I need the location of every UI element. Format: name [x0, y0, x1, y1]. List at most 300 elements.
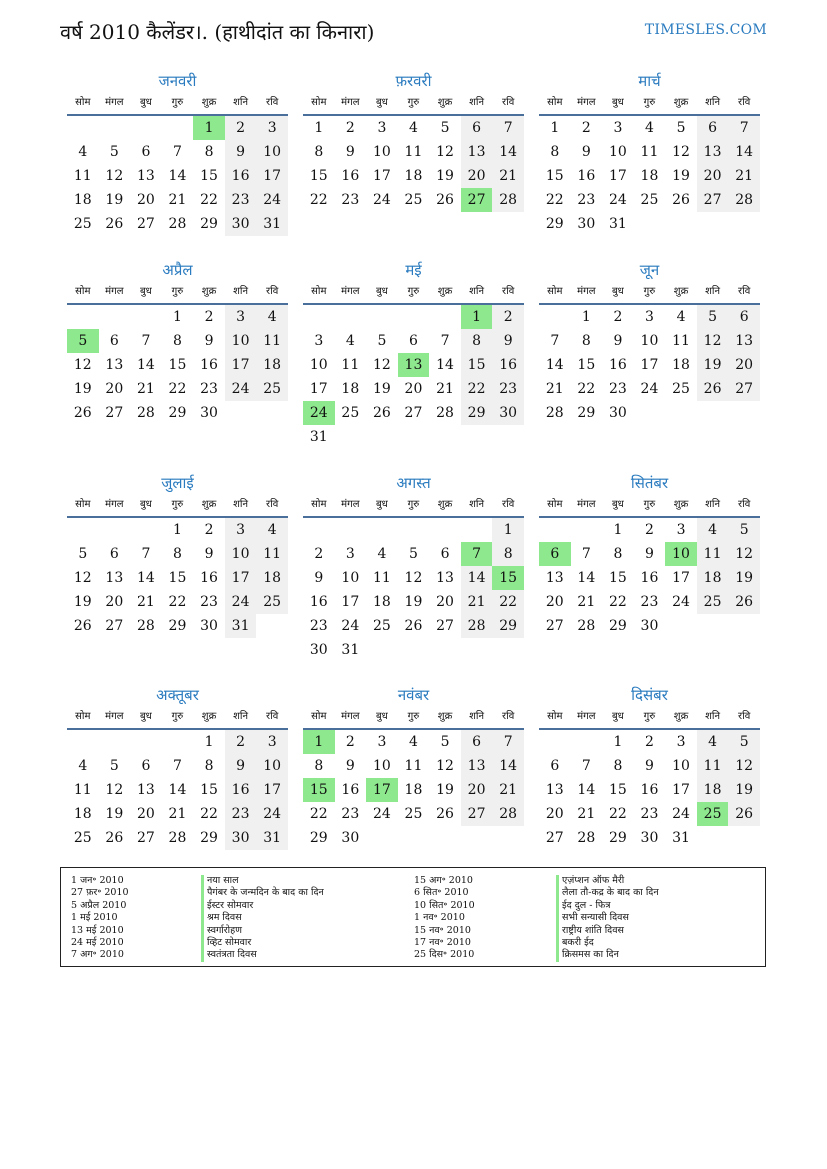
day-cell[interactable]: 25: [256, 377, 288, 401]
day-cell[interactable]: 13: [105, 570, 124, 586]
holiday-day-cell[interactable]: 17: [366, 778, 398, 802]
day-cell[interactable]: 2: [345, 120, 355, 136]
day-cell[interactable]: 11: [697, 542, 729, 566]
day-cell[interactable]: 17: [640, 357, 659, 373]
day-cell[interactable]: 20: [697, 164, 729, 188]
day-cell[interactable]: 28: [168, 216, 187, 232]
day-cell[interactable]: 28: [136, 405, 155, 421]
day-cell[interactable]: 28: [492, 188, 524, 212]
day-cell[interactable]: 19: [697, 353, 729, 377]
day-cell[interactable]: 5: [377, 333, 387, 349]
day-cell[interactable]: 9: [204, 546, 214, 562]
day-cell[interactable]: 13: [461, 754, 493, 778]
day-cell[interactable]: 3: [345, 546, 355, 562]
day-cell[interactable]: 29: [200, 216, 218, 232]
day-cell[interactable]: 21: [492, 778, 524, 802]
day-cell[interactable]: 14: [168, 168, 187, 184]
day-cell[interactable]: 16: [341, 168, 360, 184]
day-cell[interactable]: 22: [545, 192, 564, 208]
day-cell[interactable]: 4: [697, 730, 729, 754]
day-cell[interactable]: 6: [141, 144, 151, 160]
day-cell[interactable]: 6: [461, 730, 493, 754]
day-cell[interactable]: 22: [461, 377, 493, 401]
day-cell[interactable]: 26: [105, 830, 124, 846]
day-cell[interactable]: 20: [728, 353, 760, 377]
day-cell[interactable]: 2: [581, 120, 591, 136]
day-cell[interactable]: 9: [314, 570, 324, 586]
day-cell[interactable]: 30: [341, 830, 360, 846]
day-cell[interactable]: 8: [204, 144, 214, 160]
day-cell[interactable]: 3: [676, 522, 686, 538]
day-cell[interactable]: 17: [672, 570, 690, 586]
day-cell[interactable]: 26: [672, 192, 690, 208]
day-cell[interactable]: 22: [200, 806, 218, 822]
day-cell[interactable]: 29: [200, 830, 218, 846]
day-cell[interactable]: 9: [645, 546, 654, 562]
day-cell[interactable]: 19: [73, 381, 92, 397]
day-cell[interactable]: 5: [109, 144, 119, 160]
day-cell[interactable]: 7: [492, 730, 524, 754]
day-cell[interactable]: 18: [256, 353, 288, 377]
day-cell[interactable]: 7: [173, 144, 182, 160]
day-cell[interactable]: 1: [492, 518, 524, 542]
day-cell[interactable]: 11: [404, 758, 423, 774]
holiday-day-cell[interactable]: 15: [492, 566, 524, 590]
day-cell[interactable]: 5: [440, 734, 450, 750]
day-cell[interactable]: 12: [436, 758, 454, 774]
day-cell[interactable]: 30: [225, 212, 257, 236]
day-cell[interactable]: 20: [404, 381, 423, 397]
day-cell[interactable]: 8: [492, 542, 524, 566]
day-cell[interactable]: 6: [728, 305, 760, 329]
day-cell[interactable]: 21: [577, 594, 596, 610]
day-cell[interactable]: 10: [225, 329, 257, 353]
day-cell[interactable]: 2: [645, 522, 654, 538]
day-cell[interactable]: 15: [168, 570, 187, 586]
day-cell[interactable]: 11: [404, 144, 423, 160]
day-cell[interactable]: 12: [728, 754, 760, 778]
day-cell[interactable]: 6: [550, 758, 560, 774]
day-cell[interactable]: 9: [225, 754, 257, 778]
day-cell[interactable]: 3: [377, 734, 387, 750]
day-cell[interactable]: 20: [545, 806, 564, 822]
day-cell[interactable]: 7: [550, 333, 560, 349]
day-cell[interactable]: 30: [225, 826, 257, 850]
day-cell[interactable]: 29: [168, 618, 187, 634]
day-cell[interactable]: 25: [697, 590, 729, 614]
day-cell[interactable]: 12: [672, 144, 690, 160]
day-cell[interactable]: 4: [345, 333, 355, 349]
day-cell[interactable]: 14: [461, 566, 493, 590]
day-cell[interactable]: 29: [545, 216, 564, 232]
day-cell[interactable]: 21: [436, 381, 454, 397]
day-cell[interactable]: 8: [204, 758, 214, 774]
day-cell[interactable]: 20: [461, 164, 493, 188]
day-cell[interactable]: 7: [728, 116, 760, 140]
day-cell[interactable]: 18: [672, 357, 690, 373]
day-cell[interactable]: 29: [577, 405, 596, 421]
day-cell[interactable]: 10: [672, 758, 690, 774]
day-cell[interactable]: 30: [200, 618, 218, 634]
day-cell[interactable]: 8: [581, 333, 591, 349]
day-cell[interactable]: 11: [672, 333, 690, 349]
day-cell[interactable]: 28: [492, 802, 524, 826]
day-cell[interactable]: 22: [168, 381, 187, 397]
day-cell[interactable]: 1: [204, 734, 214, 750]
day-cell[interactable]: 6: [109, 333, 119, 349]
day-cell[interactable]: 17: [672, 782, 690, 798]
day-cell[interactable]: 26: [372, 405, 391, 421]
day-cell[interactable]: 2: [613, 309, 623, 325]
day-cell[interactable]: 23: [608, 381, 627, 397]
day-cell[interactable]: 1: [173, 309, 182, 325]
day-cell[interactable]: 14: [436, 357, 454, 373]
day-cell[interactable]: 4: [409, 120, 418, 136]
day-cell[interactable]: 27: [404, 405, 423, 421]
day-cell[interactable]: 29: [492, 614, 524, 638]
day-cell[interactable]: 25: [372, 618, 391, 634]
day-cell[interactable]: 15: [168, 357, 187, 373]
day-cell[interactable]: 8: [613, 546, 623, 562]
day-cell[interactable]: 27: [136, 216, 155, 232]
day-cell[interactable]: 18: [73, 192, 92, 208]
day-cell[interactable]: 3: [377, 120, 387, 136]
day-cell[interactable]: 26: [728, 590, 760, 614]
day-cell[interactable]: 3: [613, 120, 623, 136]
day-cell[interactable]: 28: [577, 618, 596, 634]
day-cell[interactable]: 12: [436, 144, 454, 160]
day-cell[interactable]: 17: [225, 353, 257, 377]
day-cell[interactable]: 17: [225, 566, 257, 590]
day-cell[interactable]: 24: [372, 192, 391, 208]
day-cell[interactable]: 2: [345, 734, 355, 750]
day-cell[interactable]: 9: [225, 140, 257, 164]
day-cell[interactable]: 19: [436, 168, 454, 184]
day-cell[interactable]: 17: [608, 168, 627, 184]
day-cell[interactable]: 31: [608, 216, 627, 232]
day-cell[interactable]: 2: [204, 522, 214, 538]
day-cell[interactable]: 3: [225, 305, 257, 329]
holiday-day-cell[interactable]: 1: [303, 730, 335, 754]
day-cell[interactable]: 15: [545, 168, 564, 184]
day-cell[interactable]: 11: [73, 782, 92, 798]
day-cell[interactable]: 8: [613, 758, 623, 774]
day-cell[interactable]: 15: [608, 570, 627, 586]
holiday-day-cell[interactable]: 7: [461, 542, 493, 566]
day-cell[interactable]: 12: [105, 168, 124, 184]
day-cell[interactable]: 6: [461, 116, 493, 140]
day-cell[interactable]: 31: [256, 826, 288, 850]
day-cell[interactable]: 18: [404, 782, 423, 798]
day-cell[interactable]: 18: [697, 778, 729, 802]
day-cell[interactable]: 26: [436, 806, 454, 822]
day-cell[interactable]: 28: [436, 405, 454, 421]
day-cell[interactable]: 19: [404, 594, 423, 610]
day-cell[interactable]: 26: [73, 618, 92, 634]
holiday-day-cell[interactable]: 1: [461, 305, 493, 329]
day-cell[interactable]: 13: [697, 140, 729, 164]
day-cell[interactable]: 14: [728, 140, 760, 164]
day-cell[interactable]: 4: [697, 518, 729, 542]
day-cell[interactable]: 27: [105, 405, 124, 421]
day-cell[interactable]: 15: [577, 357, 596, 373]
day-cell[interactable]: 25: [73, 216, 92, 232]
day-cell[interactable]: 26: [105, 216, 124, 232]
day-cell[interactable]: 19: [105, 192, 124, 208]
day-cell[interactable]: 23: [225, 802, 257, 826]
day-cell[interactable]: 1: [613, 734, 623, 750]
day-cell[interactable]: 23: [225, 188, 257, 212]
day-cell[interactable]: 23: [577, 192, 596, 208]
day-cell[interactable]: 13: [105, 357, 124, 373]
day-cell[interactable]: 3: [645, 309, 654, 325]
day-cell[interactable]: 7: [492, 116, 524, 140]
day-cell[interactable]: 2: [225, 116, 257, 140]
day-cell[interactable]: 13: [545, 570, 564, 586]
holiday-day-cell[interactable]: 25: [697, 802, 729, 826]
day-cell[interactable]: 27: [105, 618, 124, 634]
holiday-day-cell[interactable]: 24: [303, 401, 335, 425]
day-cell[interactable]: 24: [672, 806, 690, 822]
day-cell[interactable]: 21: [545, 381, 564, 397]
day-cell[interactable]: 30: [640, 830, 659, 846]
day-cell[interactable]: 16: [309, 594, 328, 610]
day-cell[interactable]: 10: [225, 542, 257, 566]
day-cell[interactable]: 10: [372, 758, 391, 774]
day-cell[interactable]: 18: [73, 806, 92, 822]
day-cell[interactable]: 11: [341, 357, 360, 373]
day-cell[interactable]: 9: [492, 329, 524, 353]
day-cell[interactable]: 24: [608, 192, 627, 208]
day-cell[interactable]: 9: [645, 758, 654, 774]
day-cell[interactable]: 6: [697, 116, 729, 140]
day-cell[interactable]: 17: [256, 778, 288, 802]
day-cell[interactable]: 30: [577, 216, 596, 232]
day-cell[interactable]: 30: [608, 405, 627, 421]
day-cell[interactable]: 11: [372, 570, 391, 586]
day-cell[interactable]: 24: [372, 806, 391, 822]
day-cell[interactable]: 26: [73, 405, 92, 421]
day-cell[interactable]: 29: [309, 830, 328, 846]
day-cell[interactable]: 16: [225, 164, 257, 188]
day-cell[interactable]: 14: [136, 357, 155, 373]
day-cell[interactable]: 27: [461, 802, 493, 826]
holiday-day-cell[interactable]: 10: [665, 542, 697, 566]
day-cell[interactable]: 19: [672, 168, 690, 184]
day-cell[interactable]: 17: [309, 381, 328, 397]
day-cell[interactable]: 29: [608, 830, 627, 846]
day-cell[interactable]: 4: [377, 546, 387, 562]
day-cell[interactable]: 7: [173, 758, 182, 774]
day-cell[interactable]: 8: [173, 333, 182, 349]
holiday-day-cell[interactable]: 1: [193, 116, 225, 140]
day-cell[interactable]: 12: [372, 357, 391, 373]
day-cell[interactable]: 3: [676, 734, 686, 750]
day-cell[interactable]: 5: [676, 120, 686, 136]
day-cell[interactable]: 24: [256, 188, 288, 212]
day-cell[interactable]: 19: [436, 782, 454, 798]
day-cell[interactable]: 18: [341, 381, 360, 397]
day-cell[interactable]: 22: [200, 192, 218, 208]
day-cell[interactable]: 20: [436, 594, 454, 610]
day-cell[interactable]: 25: [256, 590, 288, 614]
day-cell[interactable]: 5: [728, 518, 760, 542]
day-cell[interactable]: 21: [168, 192, 187, 208]
day-cell[interactable]: 27: [728, 377, 760, 401]
day-cell[interactable]: 9: [345, 758, 355, 774]
day-cell[interactable]: 15: [309, 168, 328, 184]
day-cell[interactable]: 8: [314, 144, 324, 160]
day-cell[interactable]: 19: [728, 778, 760, 802]
day-cell[interactable]: 25: [640, 192, 659, 208]
day-cell[interactable]: 26: [436, 192, 454, 208]
day-cell[interactable]: 5: [409, 546, 418, 562]
day-cell[interactable]: 16: [200, 357, 218, 373]
day-cell[interactable]: 28: [728, 188, 760, 212]
day-cell[interactable]: 15: [608, 782, 627, 798]
day-cell[interactable]: 17: [341, 594, 360, 610]
day-cell[interactable]: 1: [173, 522, 182, 538]
day-cell[interactable]: 16: [225, 778, 257, 802]
day-cell[interactable]: 1: [314, 120, 324, 136]
day-cell[interactable]: 14: [136, 570, 155, 586]
day-cell[interactable]: 14: [577, 570, 596, 586]
day-cell[interactable]: 28: [577, 830, 596, 846]
day-cell[interactable]: 23: [309, 618, 328, 634]
day-cell[interactable]: 22: [608, 594, 627, 610]
day-cell[interactable]: 20: [136, 806, 155, 822]
day-cell[interactable]: 10: [640, 333, 659, 349]
day-cell[interactable]: 31: [309, 429, 328, 445]
day-cell[interactable]: 22: [608, 806, 627, 822]
day-cell[interactable]: 9: [345, 144, 355, 160]
day-cell[interactable]: 3: [225, 518, 257, 542]
day-cell[interactable]: 3: [256, 730, 288, 754]
day-cell[interactable]: 9: [581, 144, 591, 160]
day-cell[interactable]: 5: [78, 546, 88, 562]
day-cell[interactable]: 5: [109, 758, 119, 774]
day-cell[interactable]: 21: [492, 164, 524, 188]
day-cell[interactable]: 12: [73, 570, 92, 586]
day-cell[interactable]: 21: [136, 594, 155, 610]
day-cell[interactable]: 22: [168, 594, 187, 610]
day-cell[interactable]: 9: [204, 333, 214, 349]
day-cell[interactable]: 18: [697, 566, 729, 590]
day-cell[interactable]: 4: [676, 309, 686, 325]
day-cell[interactable]: 20: [545, 594, 564, 610]
day-cell[interactable]: 10: [341, 570, 360, 586]
day-cell[interactable]: 22: [309, 192, 328, 208]
day-cell[interactable]: 6: [109, 546, 119, 562]
day-cell[interactable]: 12: [697, 329, 729, 353]
day-cell[interactable]: 28: [136, 618, 155, 634]
day-cell[interactable]: 12: [73, 357, 92, 373]
day-cell[interactable]: 21: [136, 381, 155, 397]
day-cell[interactable]: 25: [73, 830, 92, 846]
day-cell[interactable]: 13: [461, 140, 493, 164]
day-cell[interactable]: 27: [136, 830, 155, 846]
day-cell[interactable]: 18: [640, 168, 659, 184]
day-cell[interactable]: 18: [256, 566, 288, 590]
day-cell[interactable]: 21: [461, 590, 493, 614]
day-cell[interactable]: 28: [168, 830, 187, 846]
day-cell[interactable]: 13: [136, 168, 155, 184]
day-cell[interactable]: 16: [200, 570, 218, 586]
day-cell[interactable]: 17: [256, 164, 288, 188]
day-cell[interactable]: 6: [440, 546, 450, 562]
day-cell[interactable]: 27: [545, 830, 564, 846]
holiday-day-cell[interactable]: 27: [461, 188, 493, 212]
day-cell[interactable]: 16: [577, 168, 596, 184]
day-cell[interactable]: 29: [168, 405, 187, 421]
day-cell[interactable]: 28: [545, 405, 564, 421]
day-cell[interactable]: 16: [640, 782, 659, 798]
day-cell[interactable]: 1: [613, 522, 623, 538]
day-cell[interactable]: 4: [256, 518, 288, 542]
day-cell[interactable]: 12: [728, 542, 760, 566]
day-cell[interactable]: 29: [461, 401, 493, 425]
day-cell[interactable]: 24: [256, 802, 288, 826]
day-cell[interactable]: 7: [581, 546, 591, 562]
day-cell[interactable]: 26: [728, 802, 760, 826]
day-cell[interactable]: 13: [545, 782, 564, 798]
day-cell[interactable]: 22: [577, 381, 596, 397]
day-cell[interactable]: 24: [225, 377, 257, 401]
day-cell[interactable]: 24: [640, 381, 659, 397]
day-cell[interactable]: 3: [314, 333, 324, 349]
day-cell[interactable]: 12: [105, 782, 124, 798]
day-cell[interactable]: 7: [440, 333, 450, 349]
day-cell[interactable]: 16: [608, 357, 627, 373]
day-cell[interactable]: 22: [492, 590, 524, 614]
day-cell[interactable]: 23: [341, 192, 360, 208]
day-cell[interactable]: 11: [640, 144, 659, 160]
day-cell[interactable]: 28: [461, 614, 493, 638]
day-cell[interactable]: 24: [225, 590, 257, 614]
holiday-day-cell[interactable]: 15: [303, 778, 335, 802]
day-cell[interactable]: 13: [728, 329, 760, 353]
day-cell[interactable]: 30: [309, 642, 328, 658]
day-cell[interactable]: 8: [461, 329, 493, 353]
day-cell[interactable]: 19: [105, 806, 124, 822]
day-cell[interactable]: 16: [492, 353, 524, 377]
day-cell[interactable]: 11: [73, 168, 92, 184]
day-cell[interactable]: 11: [697, 754, 729, 778]
day-cell[interactable]: 15: [200, 782, 218, 798]
day-cell[interactable]: 31: [672, 830, 690, 846]
day-cell[interactable]: 29: [608, 618, 627, 634]
day-cell[interactable]: 16: [341, 782, 360, 798]
day-cell[interactable]: 6: [409, 333, 418, 349]
day-cell[interactable]: 18: [404, 168, 423, 184]
day-cell[interactable]: 19: [728, 566, 760, 590]
day-cell[interactable]: 13: [436, 570, 454, 586]
day-cell[interactable]: 17: [372, 168, 391, 184]
holiday-day-cell[interactable]: 5: [67, 329, 99, 353]
day-cell[interactable]: 8: [314, 758, 324, 774]
day-cell[interactable]: 15: [461, 353, 493, 377]
day-cell[interactable]: 20: [105, 381, 124, 397]
holiday-day-cell[interactable]: 6: [539, 542, 571, 566]
day-cell[interactable]: 24: [672, 594, 690, 610]
day-cell[interactable]: 27: [545, 618, 564, 634]
day-cell[interactable]: 23: [200, 594, 218, 610]
day-cell[interactable]: 14: [168, 782, 187, 798]
day-cell[interactable]: 25: [672, 381, 690, 397]
day-cell[interactable]: 31: [341, 642, 360, 658]
day-cell[interactable]: 23: [492, 377, 524, 401]
day-cell[interactable]: 19: [372, 381, 391, 397]
